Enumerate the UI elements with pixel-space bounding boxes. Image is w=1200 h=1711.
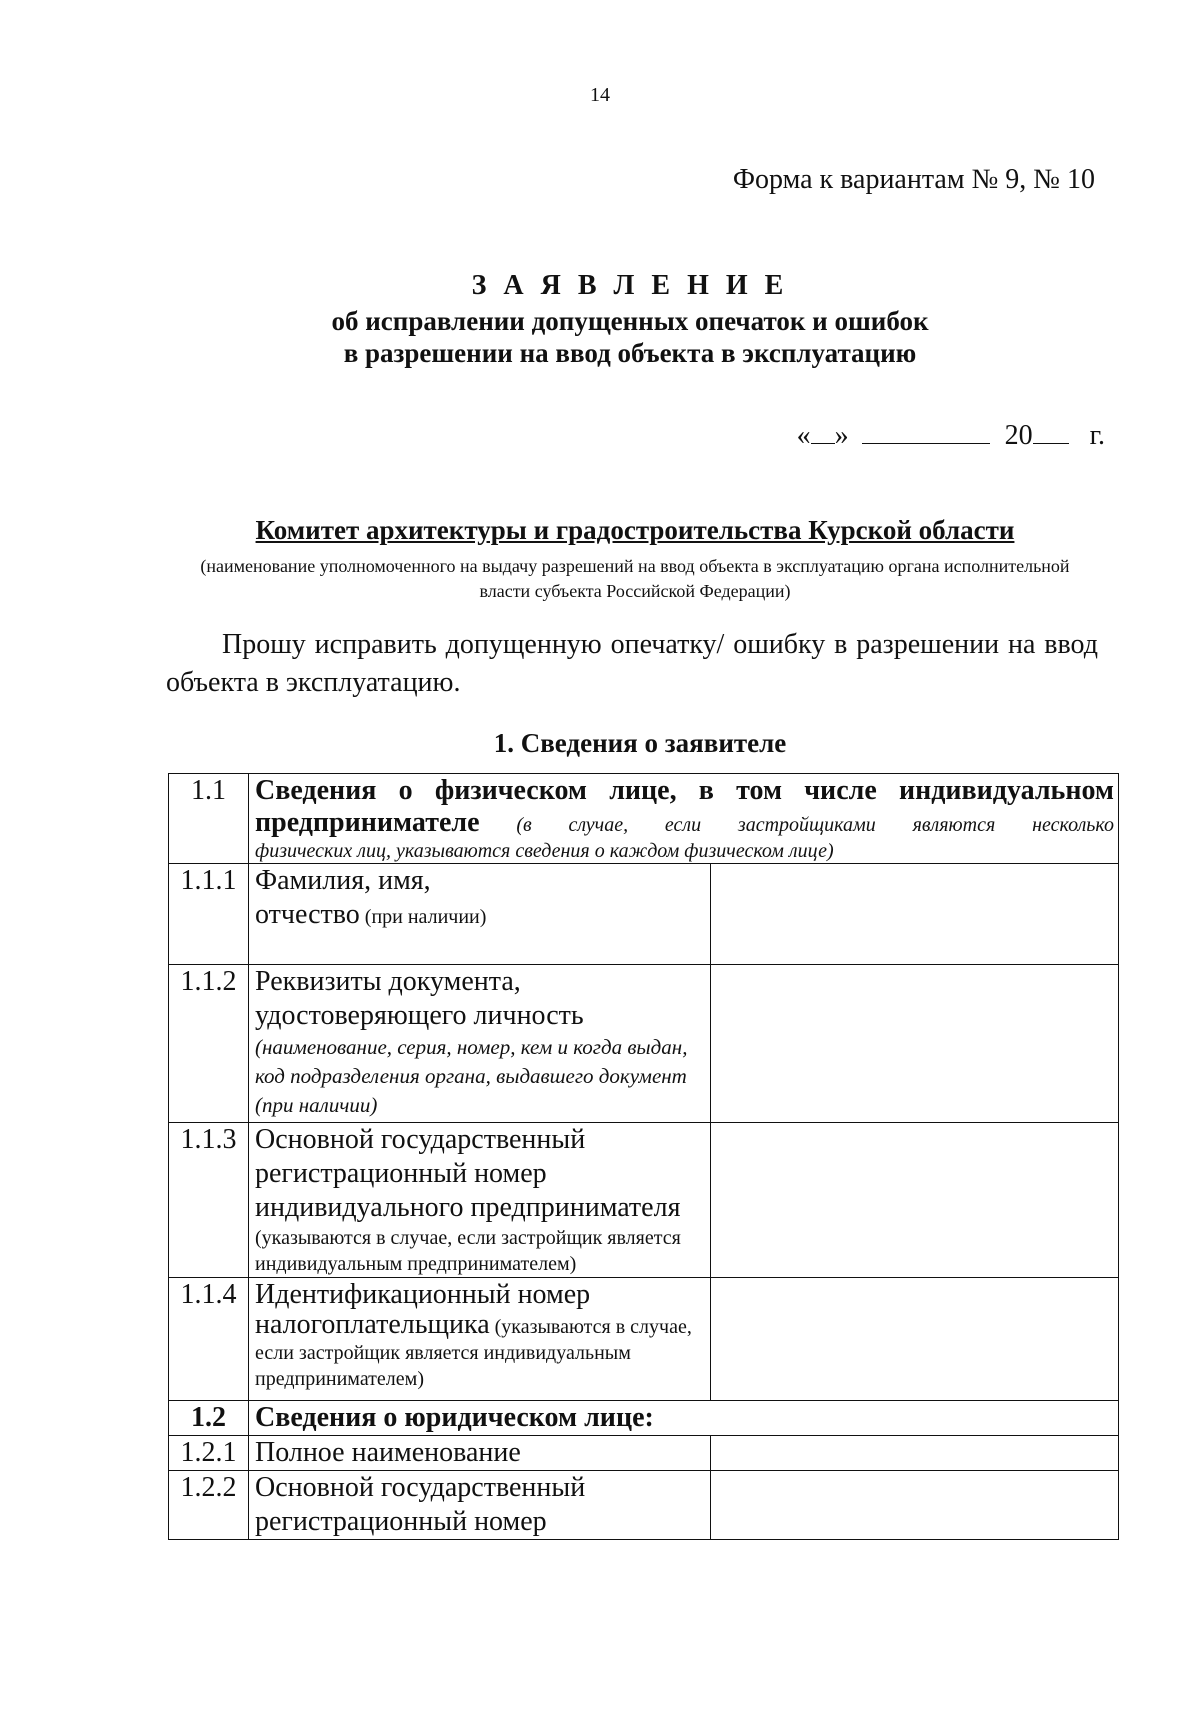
individual-note-part2: физических лиц, указываются сведения о каждом физическом лице) [255, 840, 834, 862]
date-close-quote: » [834, 420, 849, 451]
ogrnip-note: (указываются в случае, если застройщик является индивидуальным предпринимателем) [255, 1227, 681, 1275]
table-row-1-1-2 [169, 965, 1119, 1123]
table-row-1-1-1 [169, 864, 1119, 965]
full-name-value-cell[interactable] [711, 864, 1119, 965]
table-row-1-1 [169, 774, 1119, 864]
date-open-quote: « [796, 420, 811, 451]
ogrnip-value-cell[interactable] [711, 1123, 1119, 1278]
individual-title-line1: Сведения о физическом лице, в том числе индивидуальном [255, 775, 1115, 806]
ogrn-line2: регистрационный номер [255, 1506, 547, 1537]
subtitle-line-1: об исправлении допущенных опечаток и ошибок [331, 306, 929, 336]
ogrnip-label [249, 1123, 711, 1278]
individual-note-part1: (в случае, если застройщиками являются несколько [479, 814, 1115, 836]
year-prefix: 20 [1004, 420, 1033, 451]
section-heading: 1. Сведения о заявителе [493, 728, 787, 758]
authority-note: (наименование уполномоченного на выдачу разрешений на ввод объекта в эксплуатацию органа исполнительной власти субъекта Российской Федерации) [200, 556, 1070, 601]
document-subtitle [0, 305, 1200, 369]
row-number: 1.1.3 [169, 1123, 249, 1278]
document-title: З А Я В Л Е Н И Е [471, 270, 789, 301]
year-suffix: г. [1089, 420, 1105, 451]
ogrn-value-cell[interactable] [711, 1471, 1119, 1540]
full-name-line2: отчество [255, 899, 360, 930]
ogrn-label [249, 1471, 711, 1540]
row-number: 1.1.2 [169, 965, 249, 1123]
table-row-1-2 [169, 1401, 1119, 1436]
page-number: 14 [590, 84, 610, 106]
inn-label [249, 1278, 711, 1401]
inn-line1: Идентификационный номер [255, 1279, 591, 1310]
table-row-1-2-2 [169, 1471, 1119, 1540]
full-company-name-label: Полное наименование [249, 1436, 711, 1471]
form-reference: Форма к вариантам № 9, № 10 [732, 164, 1095, 195]
individual-title-line2: предпринимателе [255, 807, 480, 838]
ogrn-line1: Основной государственный [255, 1472, 586, 1503]
subtitle-line-2: в разрешении на ввод объекта в эксплуатацию [343, 338, 917, 368]
row-number: 1.2 [169, 1401, 249, 1436]
legal-entity-section-header: Сведения о юридическом лице: [249, 1401, 1119, 1436]
month-blank[interactable] [862, 421, 990, 444]
request-text: Прошу исправить допущенную опечатку/ ошибку в разрешении на ввод объекта в эксплуатацию. [166, 629, 1098, 698]
identity-document-label [249, 965, 711, 1123]
table-row-1-2-1 [169, 1436, 1119, 1471]
row-number: 1.1.4 [169, 1278, 249, 1401]
year-blank[interactable] [1033, 421, 1069, 444]
identity-document-value-cell[interactable] [711, 965, 1119, 1123]
inn-note: (указываются в случае, если застройщик является индивидуальным предпринимателем) [255, 1316, 692, 1390]
full-name-line1: Фамилия, имя, [255, 865, 431, 896]
identity-doc-line2: удостоверяющего личность [255, 1000, 584, 1031]
full-company-name-value-cell[interactable] [711, 1436, 1119, 1471]
inn-line2: налогоплательщика [255, 1309, 490, 1340]
full-name-label [249, 864, 711, 965]
table-row-1-1-4 [169, 1278, 1119, 1401]
inn-value-cell[interactable] [711, 1278, 1119, 1401]
table-row-1-1-3 [169, 1123, 1119, 1278]
full-name-note: (при наличии) [359, 906, 487, 928]
individual-section-header [249, 774, 1119, 864]
day-blank[interactable] [811, 421, 835, 444]
ogrnip-line1: Основной государственный [255, 1124, 586, 1155]
row-number: 1.2.1 [169, 1436, 249, 1471]
row-number: 1.1 [169, 774, 249, 864]
identity-doc-note: (наименование, серия, номер, кем и когда выдан, код подразделения органа, выдавшего документ (при наличии) [255, 1035, 688, 1117]
identity-doc-line1: Реквизиты документа, [255, 966, 521, 997]
date-line [797, 420, 1105, 452]
authority-name: Комитет архитектуры и градостроительства Курской области [255, 515, 1015, 545]
row-number: 1.2.2 [169, 1471, 249, 1540]
ogrnip-line3: индивидуального предпринимателя [255, 1192, 681, 1223]
row-number: 1.1.1 [169, 864, 249, 965]
applicant-info-table [168, 773, 1119, 1540]
ogrnip-line2: регистрационный номер [255, 1158, 547, 1189]
